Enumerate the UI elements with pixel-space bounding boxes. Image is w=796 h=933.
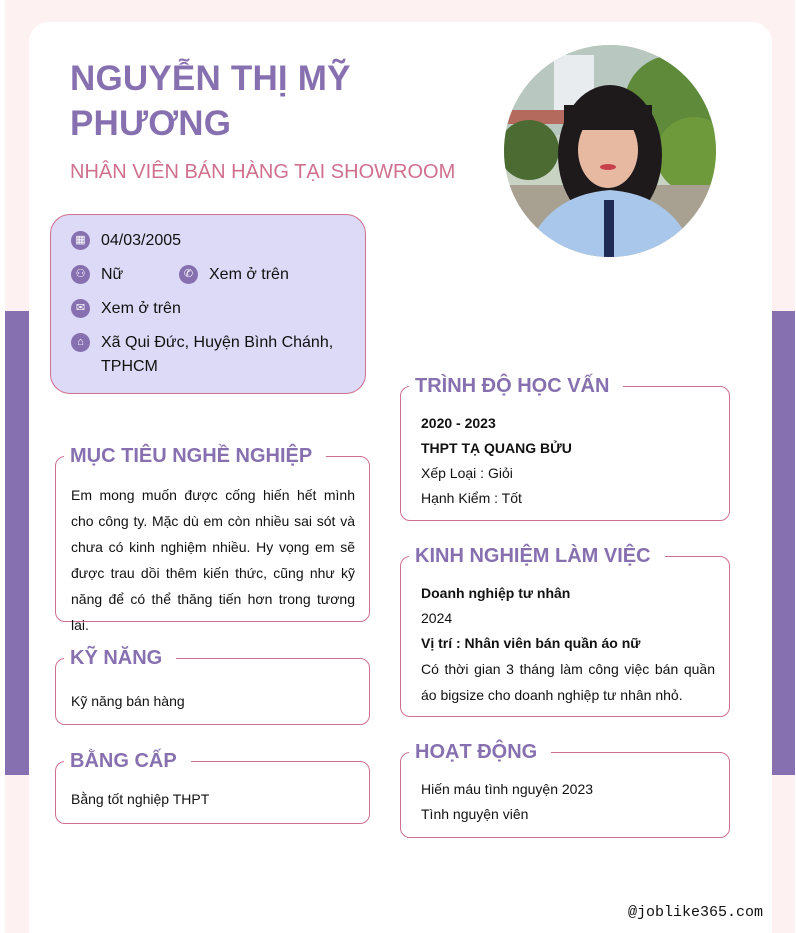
mail-icon: ✉ — [71, 299, 90, 318]
education-conduct: Hạnh Kiểm : Tốt — [421, 490, 522, 506]
experience-year: 2024 — [421, 610, 453, 626]
experience-section — [400, 545, 730, 717]
gender-icon: ⚇ — [71, 265, 90, 284]
birthday-row — [71, 229, 181, 253]
watermark: @joblike365.com — [628, 904, 764, 921]
home-icon: ⌂ — [71, 333, 90, 352]
experience-description: Có thời gian 3 tháng làm công việc bán quần áo bigsize cho doanh nghiệp tư nhân nhỏ. — [421, 661, 715, 703]
address-value: Xã Qui Đức, Huyện Bình Chánh, TPHCM — [101, 334, 334, 375]
candidate-name: NGUYỄN THỊ MỸ PHƯƠNG — [70, 59, 351, 143]
skills-section — [55, 647, 370, 725]
profile-photo-image — [504, 45, 716, 257]
gender-value: Nữ — [101, 266, 124, 283]
experience-company: Doanh nghiệp tư nhân — [421, 585, 571, 601]
phone-row — [179, 263, 289, 287]
skills-title: KỸ NĂNG — [64, 645, 176, 671]
education-school: THPT TẠ QUANG BỬU — [421, 440, 572, 456]
certificate-item: Bằng tốt nghiệp THPT — [71, 791, 210, 807]
objective-title: MỤC TIÊU NGHỀ NGHIỆP — [64, 443, 326, 469]
gender-row — [71, 263, 123, 287]
calendar-icon: ▦ — [71, 231, 90, 250]
education-section — [400, 375, 730, 521]
profile-photo — [504, 45, 716, 257]
email-row — [71, 297, 181, 321]
job-title: NHÂN VIÊN BÁN HÀNG TẠI SHOWROOM — [70, 161, 456, 183]
birthday-value: 04/03/2005 — [101, 232, 182, 249]
experience-title: KINH NGHIỆM LÀM VIỆC — [409, 543, 665, 569]
phone-value: Xem ở trên — [209, 266, 289, 283]
phone-icon: ✆ — [179, 265, 198, 284]
activities-title: HOẠT ĐỘNG — [409, 739, 551, 765]
right-accent-strip — [772, 311, 795, 775]
experience-position: Vị trí : Nhân viên bán quần áo nữ — [421, 635, 641, 651]
email-value: Xem ở trên — [101, 300, 181, 317]
education-period: 2020 - 2023 — [421, 415, 496, 431]
education-title: TRÌNH ĐỘ HỌC VẤN — [409, 373, 623, 399]
certificates-title: BẰNG CẤP — [64, 748, 191, 774]
address-row — [71, 331, 341, 379]
objective-section — [55, 445, 370, 633]
certificates-section — [55, 750, 370, 824]
skill-item: Kỹ năng bán hàng — [71, 693, 185, 709]
activity-item: Tình nguyện viên — [421, 806, 529, 822]
left-accent-strip — [5, 311, 29, 775]
activities-section — [400, 741, 730, 838]
objective-text: Em mong muốn được cống hiến hết mình cho công ty. Mặc dù em còn nhiều sai sót và chưa có kinh nghiệm nhiều. Hy vọng em sẽ được trau dồi thêm kiến thức, cũng như kỹ năng để có thể thăng tiến hơn trong tương lai. — [71, 487, 355, 633]
education-rank: Xếp Loại : Giỏi — [421, 465, 513, 481]
activity-item: Hiến máu tình nguyện 2023 — [421, 781, 594, 797]
